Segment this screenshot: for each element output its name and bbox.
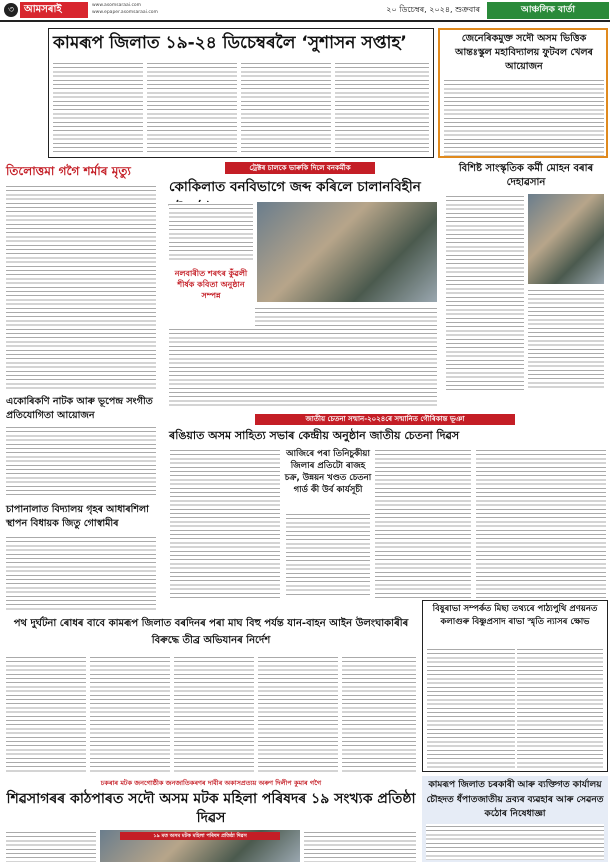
story-mohan bbox=[442, 162, 608, 392]
headline: চাপানালাত বিদ্যালয় গৃহৰ আধাৰশিলা স্থাপন বিধায়ক জিতু গোস্বামীৰ bbox=[6, 504, 149, 529]
story-road bbox=[2, 615, 420, 775]
story-chapanala bbox=[2, 503, 162, 613]
body-text bbox=[53, 61, 143, 155]
story-nalbari bbox=[167, 268, 255, 328]
body-text bbox=[476, 448, 606, 598]
headline: নলবাৰীত শৰৎৰ কুঁৱলী শীৰ্ষক কবিতা অনুষ্ঠান সম্পন্ন bbox=[174, 269, 248, 300]
page-number: ৩ bbox=[4, 3, 18, 17]
body-text bbox=[426, 824, 604, 860]
body-text bbox=[444, 78, 604, 156]
body-text bbox=[6, 830, 96, 862]
headline: কামৰূপ জিলাত ১৯-২৪ ডিচেম্বৰলৈ ‘সুশাসন সপ্তাহ’ bbox=[53, 33, 407, 53]
body-text bbox=[6, 535, 156, 611]
body-text bbox=[6, 184, 156, 390]
body-text bbox=[6, 655, 86, 773]
kicker: জাতীয় চেতনা সন্মান-২০২৪ৰে সন্মানিত গৌৰিকান্ত ভূঞা bbox=[255, 414, 515, 425]
body-text bbox=[90, 655, 170, 773]
headline: বিষুৰাভা সম্পৰ্কত মিছা তথ্যৰে পাঠ্যপুথি প্ৰণয়নত কলাগুৰু বিষ্ণুপ্ৰসাদ ৰাভা স্মৃতি ন্যাসৰ ক্ষোভ bbox=[432, 604, 598, 627]
masthead-logo: আমসৰাই bbox=[20, 2, 88, 18]
portrait-photo bbox=[528, 194, 604, 284]
kicker: ট্ৰেক্টৰ চালকে ভাৰুকি দিলে বনকৰ্মীক bbox=[225, 162, 375, 174]
body-text bbox=[375, 448, 471, 598]
headline: কামৰূপ জিলাত চৰকাৰী আৰু ব্যক্তিগত কাৰ্যালয় চৌহদত ধঁপাতজাতীয় দ্ৰব্যৰ ব্যৱহাৰ আৰু সেৱনত কঠোৰ নিষেধাজ্ঞা bbox=[426, 780, 604, 819]
body-text bbox=[258, 655, 338, 773]
issue-date: ২০ ডিচেম্বৰ, ২০২৪, শুক্ৰবাৰ bbox=[386, 5, 480, 14]
body-text bbox=[6, 425, 156, 497]
body-text bbox=[304, 830, 416, 862]
body-text bbox=[427, 647, 515, 769]
story-tilottama bbox=[2, 162, 162, 392]
story-bishnu bbox=[422, 600, 608, 772]
body-text bbox=[446, 194, 524, 390]
masthead-urls bbox=[92, 2, 172, 18]
kicker: চকৰাৰ মটক জনগোষ্ঠীক জনজাতিকৰণৰ দাবীৰ অকাসপ্ৰত্যয় অৰুণ দিলীপ কুমাৰ গগৈ bbox=[100, 779, 322, 787]
epaper-url[interactable]: www.epaper.asomsaraai.com bbox=[92, 10, 158, 15]
body-text bbox=[147, 61, 237, 155]
news-photo bbox=[100, 830, 300, 862]
body-text bbox=[286, 512, 370, 596]
body-text bbox=[169, 202, 253, 262]
headline: তিলোত্তমা গগৈ শৰ্মাৰ মৃত্যু bbox=[6, 164, 131, 178]
body-text bbox=[170, 448, 280, 598]
headline: আজিৰে পৰা তিনিচুকীয়া জিলাৰ প্ৰতিটো ৰাজহ চক্ৰ, উন্নয়ন খণ্ডত চেতনা গাৰ্ড কী উৰ্ব কাৰ্যসূচী bbox=[284, 449, 372, 495]
body-text bbox=[517, 647, 603, 769]
story-tinsukia bbox=[284, 448, 372, 598]
body-text bbox=[342, 655, 416, 773]
headline: পথ দুৰ্ঘটনা ৰোধৰ বাবে কামৰূপ জিলাত বৰদিনৰ পৰা মাঘ বিহু পৰ্যন্ত যান-বাহন আইন উলংঘাকাৰীৰ বিৰুদ্ধে তীব্ৰ অভিযানৰ নিৰ্দেশ bbox=[13, 618, 409, 646]
headline: ৰঙিয়াত অসম সাহিত্য সভাৰ কেন্দ্ৰীয় অনুষ্ঠান জাতীয় চেতনা দিৱস bbox=[169, 429, 460, 442]
website-url[interactable]: www.asomsaraai.com bbox=[92, 3, 142, 8]
story-sushashan bbox=[48, 28, 434, 158]
story-jeneric bbox=[438, 28, 608, 158]
headline: শিৱসাগৰৰ কাঠপাৰত সদৌ অসম মটক মহিলা পৰিষদৰ ১৯ সংখ্যক প্ৰতিষ্ঠা দিৱস bbox=[6, 791, 416, 826]
headline: জেনেৰিকমুক্ত সদৌ অসম ভিত্তিক আন্তঃস্কুল মহাবিদ্যালয় ফুটবল খেলৰ আয়োজন bbox=[455, 33, 593, 72]
headline: বিশিষ্ট সাংস্কৃতিক কৰ্মী মোহন বৰাৰ দেহাৱসান bbox=[458, 163, 594, 188]
body-text bbox=[174, 655, 254, 773]
headline: কোকিলাত বনবিভাগে জব্দ কৰিলে চালানবিহীন bbox=[169, 179, 421, 195]
body-text bbox=[241, 61, 331, 155]
body-text bbox=[335, 61, 429, 155]
news-photo bbox=[257, 202, 437, 302]
section-label: আঞ্চলিক বাৰ্তা bbox=[487, 2, 609, 19]
headline: একোৰিকণি নাটক আৰু ভূপেন্দ্ৰ সংগীত প্ৰতিযোগিতা আয়োজন bbox=[6, 396, 153, 421]
story-chetana-header bbox=[165, 414, 608, 444]
photo-banner: ১৯ মত অসম মটক মহিলা পৰিষদ প্ৰতিষ্ঠা দিৱস bbox=[120, 832, 280, 840]
story-karjalay bbox=[422, 776, 608, 862]
story-mottok bbox=[2, 778, 420, 862]
body-text bbox=[528, 288, 604, 390]
story-ekorikoni bbox=[2, 395, 162, 499]
